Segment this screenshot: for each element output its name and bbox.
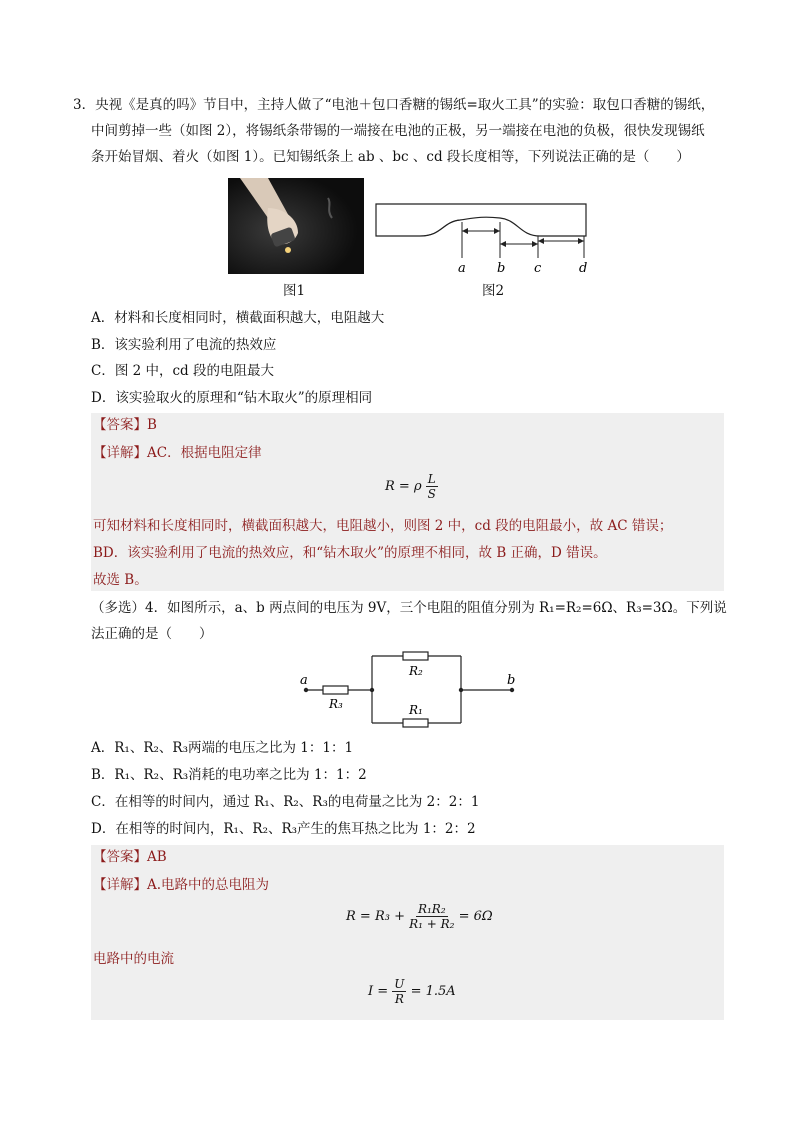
q3-stem-line2: 中间剪掉一些（如图 2），将锡纸条带锡的一端接在电池的正极，另一端接在电池的负极，很快发现锡纸 bbox=[91, 123, 705, 139]
fig2-label-c: c bbox=[534, 261, 542, 276]
q3-formula-left: R = ρ bbox=[385, 479, 422, 494]
q3-option-c: C．图 2 中，cd 段的电阻最大 bbox=[91, 363, 274, 379]
q3-detail-head: AC．根据电阻定律 bbox=[147, 445, 262, 461]
circuit-label-r1: R₁ bbox=[409, 703, 423, 717]
q4-formula1-num: R₁R₂ bbox=[417, 902, 446, 916]
fig2-label-d: d bbox=[579, 261, 588, 276]
fig1-caption: 图1 bbox=[283, 283, 306, 299]
q4-formula1-left: R = R₃ + bbox=[346, 909, 410, 924]
circuit-label-b: b bbox=[507, 673, 516, 688]
circuit-label-r2: R₂ bbox=[409, 664, 423, 678]
q3-formula-den: S bbox=[427, 487, 436, 501]
q4-formula2-right: = 1.5A bbox=[410, 984, 456, 999]
q4-detail-line1: 电路中的电流 bbox=[93, 951, 174, 967]
fig2-caption: 图2 bbox=[482, 283, 505, 299]
q4-formula1-right: = 6Ω bbox=[458, 909, 493, 924]
q4-option-b: B．R₁、R₂、R₃消耗的电功率之比为 1：1：2 bbox=[91, 767, 367, 783]
q4-answer-tag: 【答案】 bbox=[93, 849, 147, 865]
q3-detail-line3: 故选 B。 bbox=[93, 572, 148, 588]
q4-detail-tag: 【详解】 bbox=[93, 877, 147, 893]
q3-formula bbox=[385, 472, 438, 501]
q3-formula-num: L bbox=[427, 472, 436, 486]
q4-formula2-left: I = bbox=[368, 984, 393, 999]
q4-detail-head-line bbox=[93, 875, 269, 895]
q3-detail-head-line bbox=[93, 443, 262, 463]
q4-option-c: C．在相等的时间内，通过 R₁、R₂、R₃的电荷量之比为 2：2：1 bbox=[91, 794, 480, 810]
fig1-photo bbox=[228, 178, 364, 274]
q3-answer-value: B bbox=[147, 417, 157, 433]
q4-formula1-den: R₁ + R₂ bbox=[409, 917, 455, 931]
q4-answer-value: AB bbox=[147, 849, 167, 865]
q3-stem-line3: 条开始冒烟、着火（如图 1）。已知锡纸条上 ab 、bc 、cd 段长度相等，下列说法正确的是（ ） bbox=[91, 149, 690, 165]
fig2-tinfoil-diagram bbox=[370, 198, 592, 278]
q4-option-d: D．在相等的时间内，R₁、R₂、R₃产生的焦耳热之比为 1：2：2 bbox=[91, 821, 476, 837]
q4-formula-total-resistance bbox=[346, 902, 493, 931]
q4-circuit-diagram bbox=[295, 648, 525, 734]
q3-formula-fraction bbox=[426, 472, 438, 501]
q4-option-a: A．R₁、R₂、R₃两端的电压之比为 1：1：1 bbox=[91, 740, 354, 756]
q3-answer-tag: 【答案】 bbox=[93, 417, 147, 433]
q3-detail-line1: 可知材料和长度相同时，横截面积越大，电阻越小，则图 2 中，cd 段的电阻最小，故 AC 错误； bbox=[93, 518, 673, 534]
fig2-label-a: a bbox=[458, 261, 466, 276]
q4-formula2-fraction bbox=[392, 977, 406, 1006]
fig2-label-b: b bbox=[497, 261, 506, 276]
q3-option-a: A．材料和长度相同时，横截面积越大，电阻越大 bbox=[91, 310, 385, 326]
circuit-label-a: a bbox=[300, 673, 308, 688]
q4-formula2-den: R bbox=[394, 992, 404, 1006]
q3-detail-line2: BD．该实验利用了电流的热效应，和“钻木取火”的原理不相同，故 B 正确，D 错误。 bbox=[93, 545, 607, 561]
q4-answer-line bbox=[93, 847, 167, 867]
circuit-label-r3: R₃ bbox=[329, 697, 343, 711]
q4-formula2-num: U bbox=[394, 977, 405, 991]
q4-formula1-fraction bbox=[409, 902, 454, 931]
q4-formula-current bbox=[368, 977, 456, 1006]
q4-stem-line2: 法正确的是（ ） bbox=[91, 626, 213, 642]
q3-answer-panel bbox=[91, 413, 724, 591]
q4-detail-head: A.电路中的总电阻为 bbox=[147, 877, 270, 893]
q3-option-b: B．该实验利用了电流的热效应 bbox=[91, 337, 277, 353]
q3-stem-line1: 3．央视《是真的吗》节目中，主持人做了“电池＋包口香糖的锡纸=取火工具”的实验：取包口香糖的锡纸， bbox=[73, 97, 715, 113]
q3-detail-tag: 【详解】 bbox=[93, 445, 147, 461]
q4-stem-line1: （多选）4．如图所示，a、b 两点间的电压为 9V，三个电阻的阻值分别为 R₁=R₂=6Ω、R₃=3Ω。下列说 bbox=[91, 600, 727, 616]
q3-answer-line bbox=[93, 415, 157, 435]
q3-option-d: D．该实验取火的原理和“钻木取火”的原理相同 bbox=[91, 390, 373, 406]
